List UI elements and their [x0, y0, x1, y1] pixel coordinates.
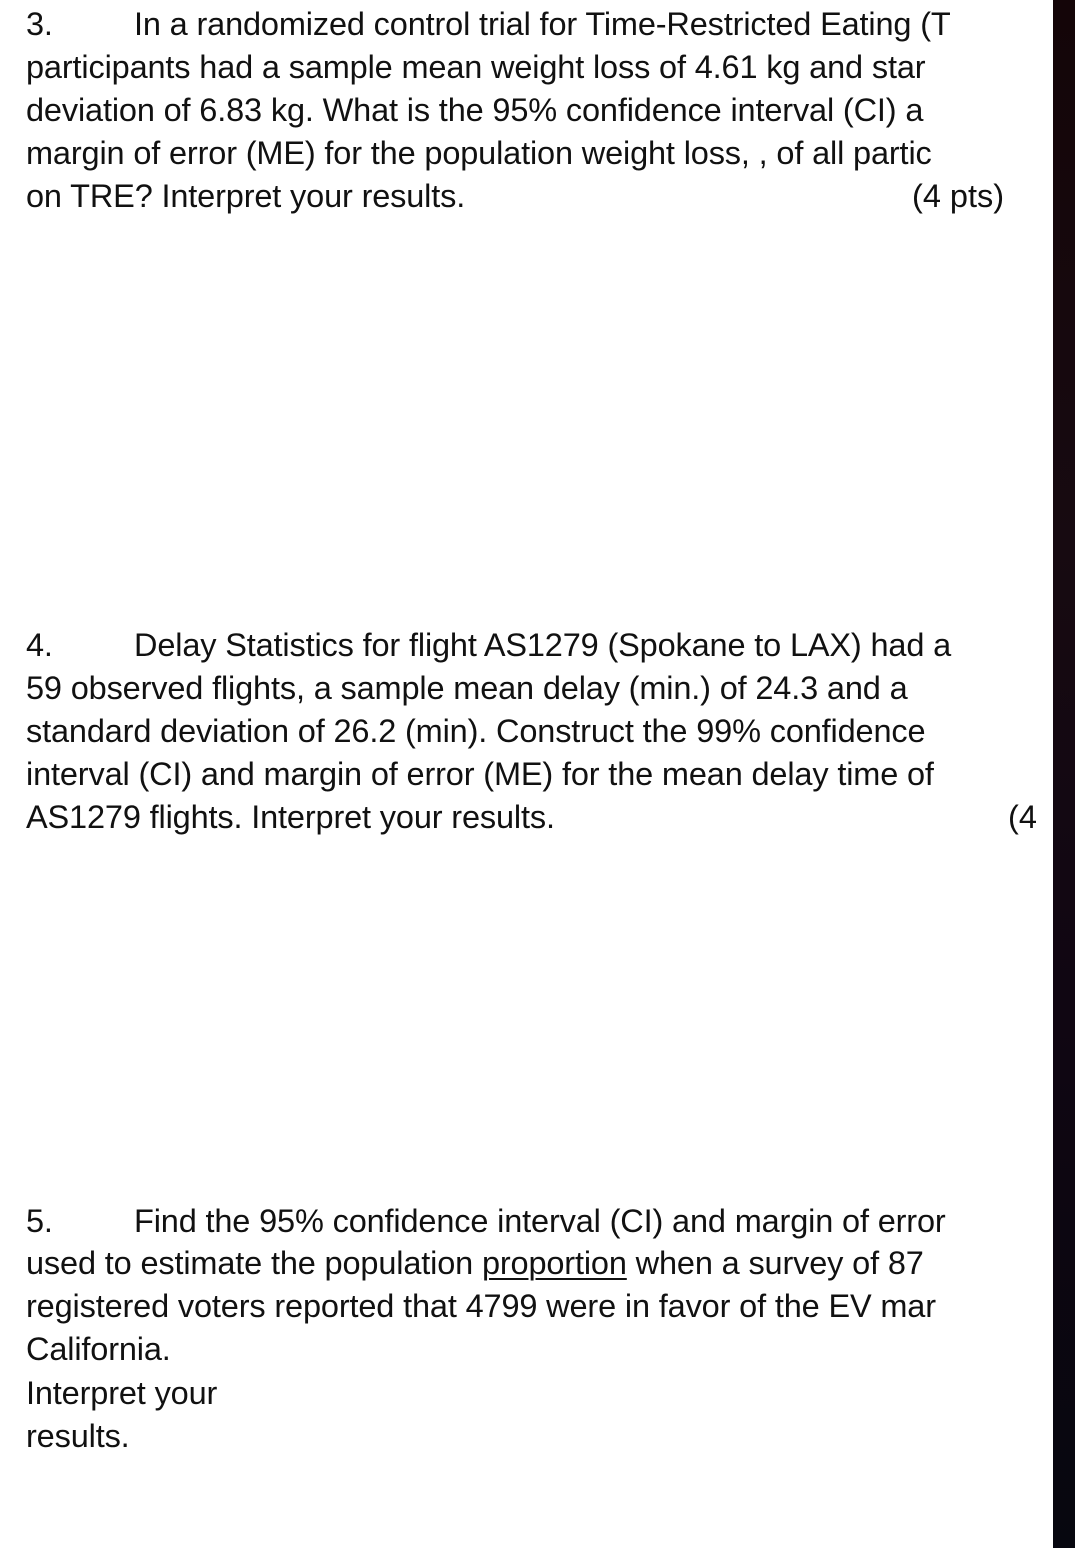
proportion-underlined: proportion [481, 1245, 627, 1281]
question-5-line-6: results. [26, 1418, 130, 1454]
question-5-line-2: used to estimate the population proportion when a survey of 87 [26, 1245, 924, 1281]
question-5-line-1: 5. Find the 95% confidence interval (CI) and margin of error [26, 1203, 946, 1239]
right-edge-bar [1053, 0, 1075, 1548]
question-4-line-2: 59 observed flights, a sample mean delay (min.) of 24.3 and a [26, 670, 908, 706]
question-5-line-4: California. [26, 1331, 171, 1367]
question-4-line-4: interval (CI) and margin of error (ME) for the mean delay time of [26, 756, 934, 792]
question-4-line-1: 4. Delay Statistics for flight AS1279 (Spokane to LAX) had a [26, 627, 952, 663]
question-3-line-2: participants had a sample mean weight loss of 4.61 kg and star [26, 49, 926, 85]
question-3-line-5: on TRE? Interpret your results. [26, 178, 466, 214]
question-5-line-3: registered voters reported that 4799 were in favor of the EV mar [26, 1288, 936, 1324]
question-3-line-4: margin of error (ME) for the population weight loss, , of all partic [26, 135, 932, 171]
question-5-line-5: Interpret your [26, 1375, 218, 1411]
question-3-points: (4 pts) [912, 178, 1005, 214]
question-3-line-3: deviation of 6.83 kg. What is the 95% confidence interval (CI) a [26, 92, 924, 128]
question-4-line-3: standard deviation of 26.2 (min). Construct the 99% confidence [26, 713, 926, 749]
question-3-number: 3. [26, 6, 53, 42]
question-5-number: 5. [26, 1203, 53, 1239]
question-4-number: 4. [26, 627, 53, 663]
question-4-points: (4 [1008, 799, 1037, 835]
question-3-line-1: 3. In a randomized control trial for Time-Restricted Eating (T [26, 6, 951, 42]
question-4-line-5: AS1279 flights. Interpret your results. [26, 799, 555, 835]
